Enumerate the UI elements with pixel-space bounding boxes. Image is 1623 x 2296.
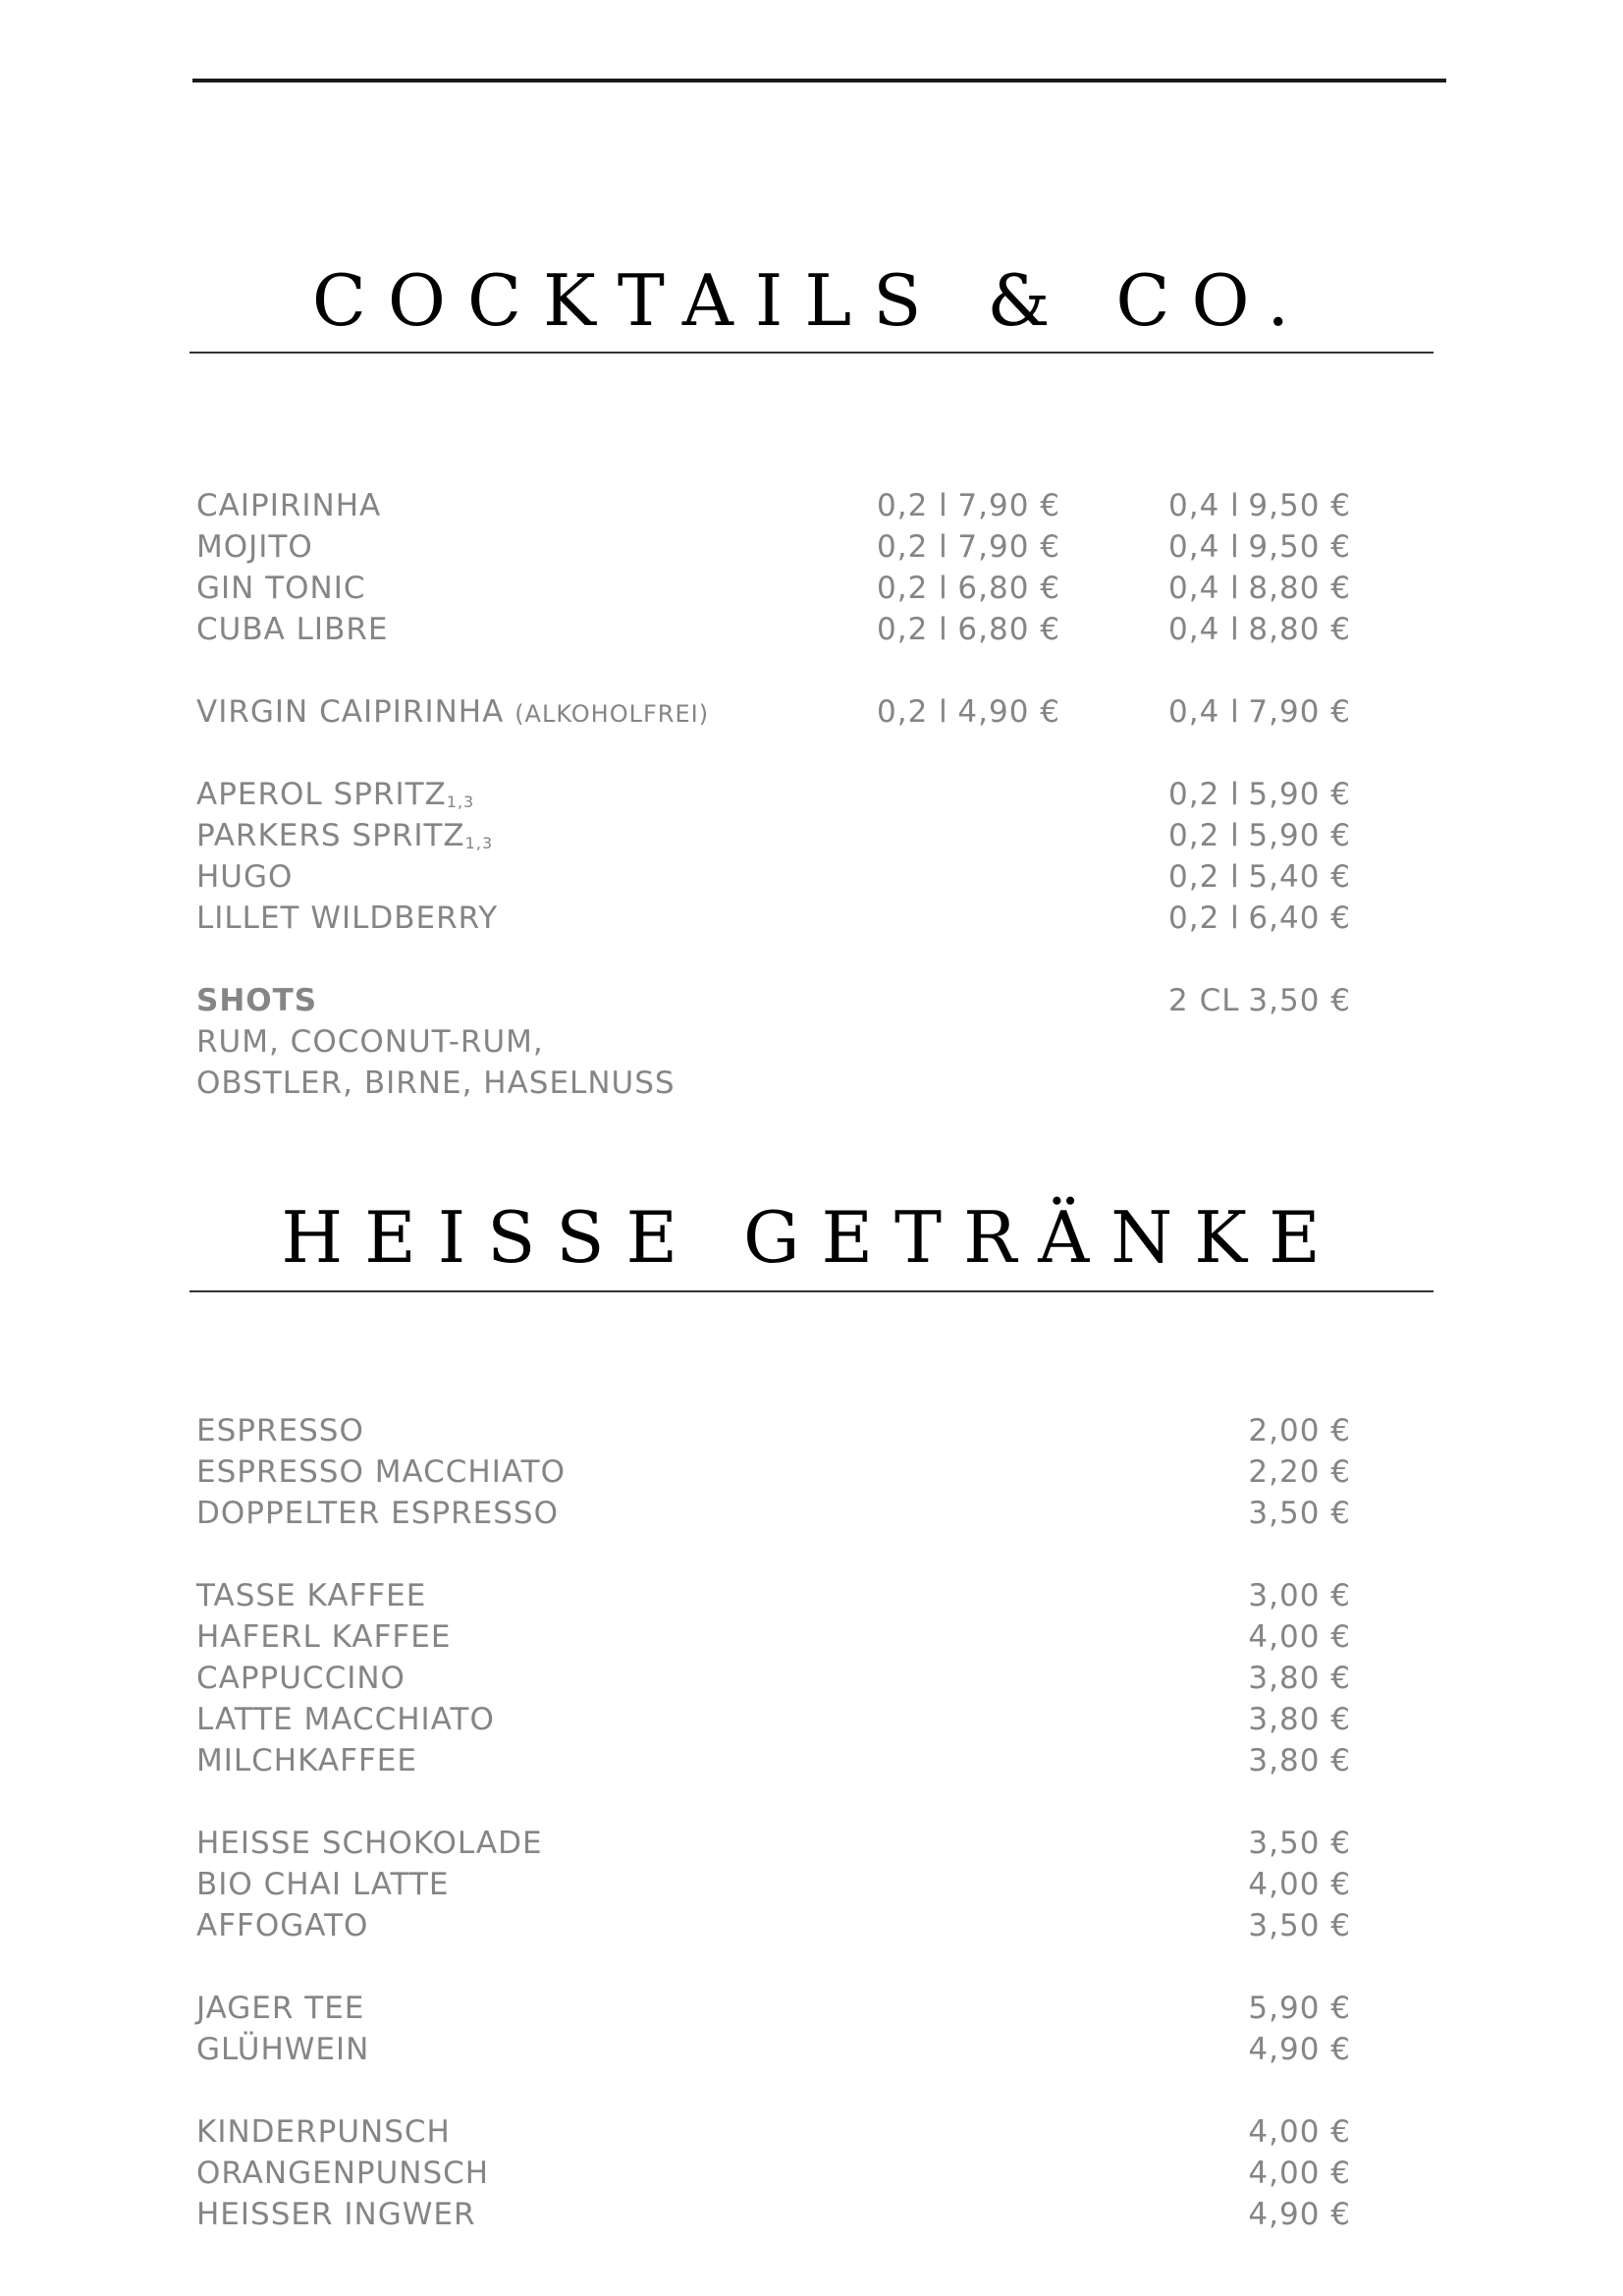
item-volume-small: 0,2 l [877, 488, 948, 523]
menu-row-cuba-libre [196, 609, 1473, 650]
menu-row-shots [196, 980, 1473, 1021]
item-name: APEROL SPRITZ [196, 777, 447, 812]
item-price: 3,50 € [1248, 983, 1351, 1018]
item-volume: 0,2 l [1168, 859, 1240, 895]
item-name: JAGER TEE [196, 1991, 365, 2026]
menu-row-espresso-macchiato [196, 1451, 1473, 1493]
item-name: LILLET WILDBERRY [196, 901, 499, 936]
menu-row-latte-macchiato [196, 1699, 1473, 1740]
menu-row-heisser-ingwer [196, 2194, 1473, 2235]
top-rule [192, 79, 1446, 82]
menu-row-milchkaffee [196, 1740, 1473, 1781]
menu-row-gin-tonic [196, 568, 1473, 609]
item-price: 5,40 € [1248, 859, 1351, 895]
allergen-note: 1,3 [464, 834, 494, 852]
item-price-small: 7,90 € [957, 488, 1060, 523]
item-name: MILCHKAFFEE [196, 1743, 417, 1778]
item-price: 3,80 € [1248, 1661, 1351, 1696]
menu-row-lillet-wildberry [196, 898, 1473, 939]
menu-row-espresso [196, 1410, 1473, 1451]
item-note: (ALKOHOLFREI) [514, 700, 710, 728]
item-price: 2,20 € [1248, 1454, 1351, 1490]
item-price: 3,50 € [1248, 1908, 1351, 1943]
allergen-note: 1,3 [446, 793, 475, 811]
menu-row-shots-detail [196, 1063, 1473, 1104]
item-name: BIO CHAI LATTE [196, 1867, 450, 1902]
item-volume-large: 0,4 l [1168, 488, 1240, 523]
menu-row-kinderpunsch [196, 2111, 1473, 2153]
item-price-large: 8,80 € [1248, 571, 1351, 606]
item-name: CUBA LIBRE [196, 612, 389, 647]
item-name: KINDERPUNSCH [196, 2114, 451, 2150]
item-name: GIN TONIC [196, 571, 366, 606]
item-price: 3,80 € [1248, 1702, 1351, 1737]
item-volume-small: 0,2 l [877, 694, 948, 730]
item-volume: 0,2 l [1168, 901, 1240, 936]
item-price: 4,00 € [1248, 2114, 1351, 2150]
item-price: 3,50 € [1248, 1496, 1351, 1531]
item-name: ORANGENPUNSCH [196, 2156, 490, 2191]
item-name: CAPPUCCINO [196, 1661, 406, 1696]
item-price: 5,90 € [1248, 777, 1351, 812]
item-price: 2,00 € [1248, 1413, 1351, 1449]
menu-row-caipirinha [196, 485, 1473, 526]
item-price: 5,90 € [1248, 1991, 1351, 2026]
item-price-small: 6,80 € [957, 612, 1060, 647]
item-price-small: 7,90 € [957, 529, 1060, 565]
item-price: 4,00 € [1248, 2156, 1351, 2191]
item-price: 5,90 € [1248, 818, 1351, 853]
menu-row-haferl-kaffee [196, 1616, 1473, 1658]
menu-row-orangenpunsch [196, 2153, 1473, 2194]
item-name: LATTE MACCHIATO [196, 1702, 495, 1737]
item-price-large: 9,50 € [1248, 529, 1351, 565]
menu-row-cappuccino [196, 1658, 1473, 1699]
item-volume-large: 0,4 l [1168, 694, 1240, 730]
menu-row-heisse-schokolade [196, 1823, 1473, 1864]
item-name: CAIPIRINHA [196, 488, 382, 523]
item-price-small: 6,80 € [957, 571, 1060, 606]
item-price: 6,40 € [1248, 901, 1351, 936]
item-description: OBSTLER, BIRNE, HASELNUSS [196, 1066, 676, 1101]
item-price: 4,90 € [1248, 2032, 1351, 2067]
item-price: 4,00 € [1248, 1867, 1351, 1902]
item-price-small: 4,90 € [957, 694, 1060, 730]
item-volume-small: 0,2 l [877, 571, 948, 606]
item-price-large: 8,80 € [1248, 612, 1351, 647]
menu-row-doppelter-espresso [196, 1493, 1473, 1534]
item-name: PARKERS SPRITZ [196, 818, 465, 853]
item-description: RUM, COCONUT-RUM, [196, 1024, 544, 1060]
item-price: 3,50 € [1248, 1826, 1351, 1861]
item-name: SHOTS [196, 983, 318, 1018]
item-volume-small: 0,2 l [877, 529, 948, 565]
menu-row-parkers-spritz [196, 815, 1473, 856]
item-name: HEISSER INGWER [196, 2197, 476, 2232]
item-price: 3,80 € [1248, 1743, 1351, 1778]
item-name: DOPPELTER ESPRESSO [196, 1496, 560, 1531]
menu-row-jager-tee [196, 1988, 1473, 2029]
menu-row-affogato [196, 1905, 1473, 1946]
item-name: HUGO [196, 859, 294, 895]
item-name: VIRGIN CAIPIRINHA [196, 694, 505, 730]
hot-drinks-title: HEISSE GETRÄNKE [281, 1196, 1342, 1279]
menu-row-aperol-spritz [196, 774, 1473, 815]
item-name: GLÜHWEIN [196, 2032, 370, 2067]
item-name: ESPRESSO MACCHIATO [196, 1454, 566, 1490]
item-volume: 0,2 l [1168, 777, 1240, 812]
item-price: 4,90 € [1248, 2197, 1351, 2232]
menu-row-bio-chai-latte [196, 1864, 1473, 1905]
item-volume: 0,2 l [1168, 818, 1240, 853]
item-volume-large: 0,4 l [1168, 529, 1240, 565]
cocktails-title-rule [189, 352, 1434, 354]
item-volume-large: 0,4 l [1168, 571, 1240, 606]
menu-row-mojito [196, 526, 1473, 568]
item-volume: 2 CL [1168, 983, 1240, 1018]
item-name: ESPRESSO [196, 1413, 364, 1449]
item-price: 3,00 € [1248, 1578, 1351, 1613]
hot-drinks-title-rule [189, 1290, 1434, 1292]
menu-row-gluehwein [196, 2029, 1473, 2070]
item-name-group [196, 691, 709, 735]
menu-row-tasse-kaffee [196, 1575, 1473, 1616]
item-volume-large: 0,4 l [1168, 612, 1240, 647]
menu-row-virgin-caipirinha [196, 691, 1473, 733]
item-name: MOJITO [196, 529, 313, 565]
item-price-large: 9,50 € [1248, 488, 1351, 523]
item-name: TASSE KAFFEE [196, 1578, 427, 1613]
menu-row-hugo [196, 856, 1473, 898]
item-price: 4,00 € [1248, 1619, 1351, 1655]
cocktails-title: COCKTAILS & CO. [311, 259, 1312, 342]
item-name: HAFERL KAFFEE [196, 1619, 452, 1655]
item-name: AFFOGATO [196, 1908, 369, 1943]
item-volume-small: 0,2 l [877, 612, 948, 647]
menu-row-shots-detail [196, 1021, 1473, 1063]
item-name: HEISSE SCHOKOLADE [196, 1826, 543, 1861]
item-price-large: 7,90 € [1248, 694, 1351, 730]
